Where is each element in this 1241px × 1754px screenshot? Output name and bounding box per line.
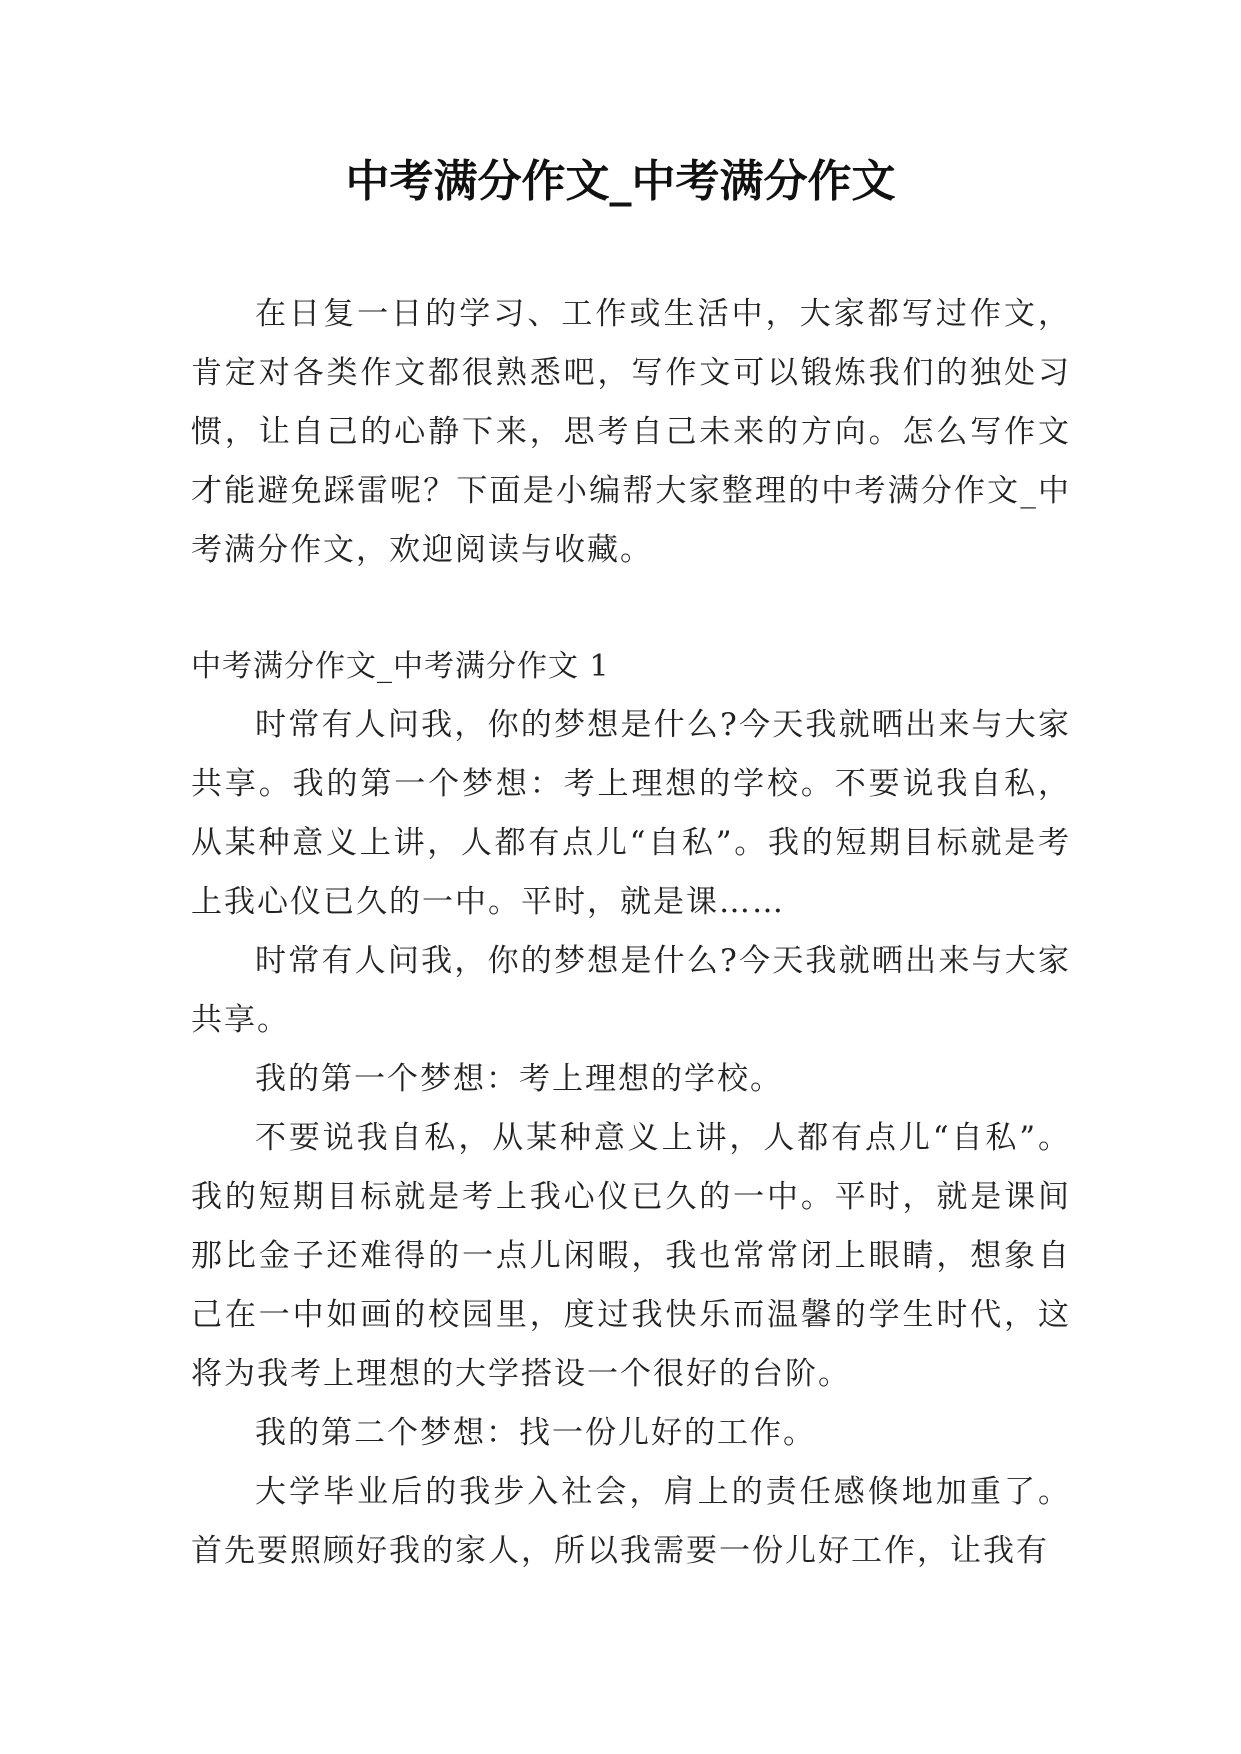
body-paragraph: 我的第一个梦想：考上理想的学校。 (255, 1061, 783, 1097)
section-heading: 中考满分作文_中考满分作文 1 (191, 649, 610, 684)
body-paragraph: 时常有人问我，你的梦想是什么?今天我就晒出来与大家共享。 (191, 943, 1071, 1038)
body-paragraph: 大学毕业后的我步入社会，肩上的责任感倏地加重了。首先要照顾好我的家人，所以我需要一份儿好工作，让我有 (191, 1474, 1071, 1569)
body-paragraph: 时常有人问我，你的梦想是什么?今天我就晒出来与大家共享。我的第一个梦想：考上理想的学校。不要说我自私，从某种意义上讲，人都有点儿“自私”。我的短期目标就是考上我心仪已久的一中。平时，就是课…… (191, 707, 1071, 920)
intro-block (191, 285, 1071, 580)
body-paragraph: 我的第二个梦想：找一份儿好的工作。 (255, 1415, 816, 1451)
intro-paragraph: 在日复一日的学习、工作或生活中，大家都写过作文，肯定对各类作文都很熟悉吧，写作文可以锻炼我们的独处习惯，让自己的心静下来，思考自己未来的方向。怎么写作文才能避免踩雷呢？下面是小编帮大家整理的中考满分作文_中考满分作文，欢迎阅读与收藏。 (191, 296, 1071, 568)
article-block (191, 637, 1071, 1581)
body-paragraph: 不要说我自私，从某种意义上讲，人都有点儿“自私”。我的短期目标就是考上我心仪已久的一中。平时，就是课间那比金子还难得的一点儿闲暇，我也常常闭上眼睛，想象自己在一中如画的校园里，度过我快乐而温馨的学生时代，这将为我考上理想的大学搭设一个很好的台阶。 (191, 1120, 1071, 1392)
document-title: 中考满分作文_中考满分作文 (345, 156, 896, 207)
